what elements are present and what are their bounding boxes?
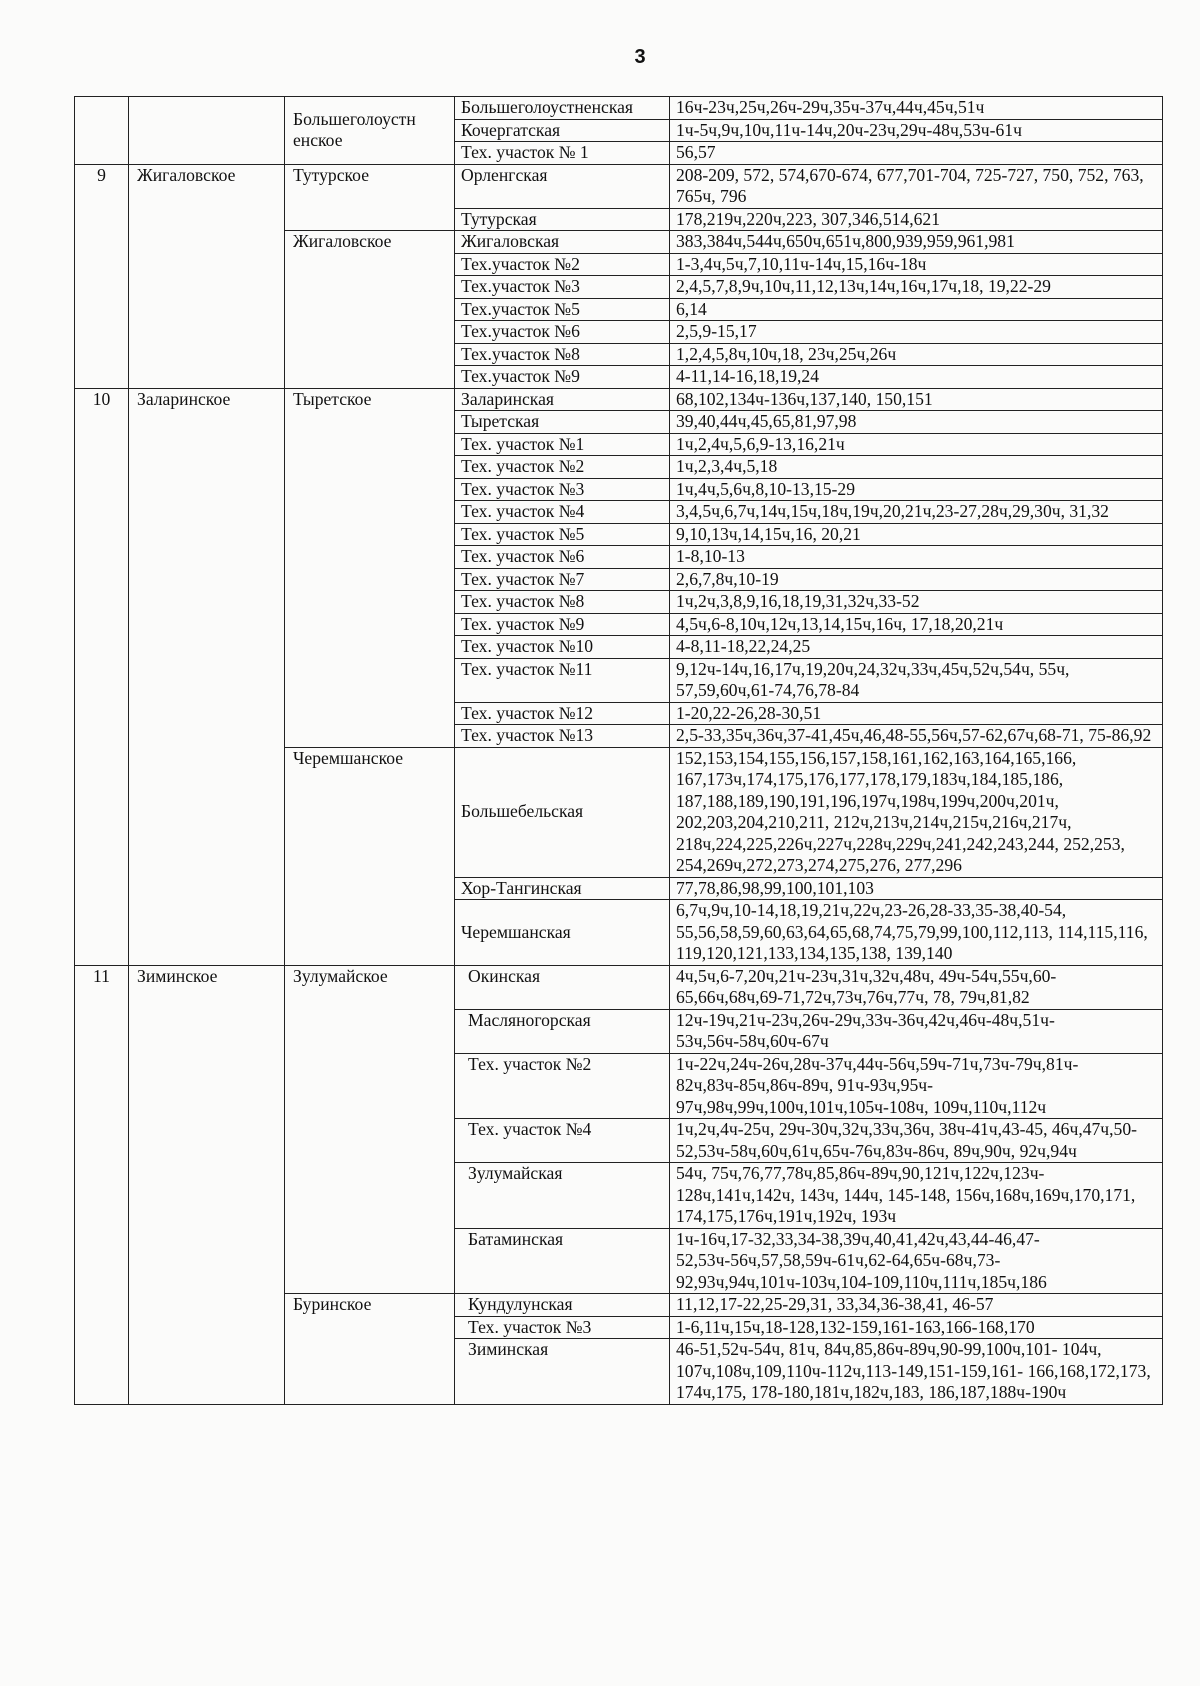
settlement-cell: Зулумайское [285,965,455,1294]
forestry-cell: Тех.участок №8 [455,343,670,366]
forestry-cell: Тутурская [455,208,670,231]
forestry-cell: Тех. участок №2 [455,1053,670,1119]
quarters-cell: 68,102,134ч-136ч,137,140, 150,151 [670,388,1163,411]
row-number-cell: 11 [75,965,129,1404]
forestry-cell: Тыретская [455,411,670,434]
quarters-cell: 1ч,2,4ч,5,6,9-13,16,21ч [670,433,1163,456]
forestry-cell: Тех. участок №6 [455,546,670,569]
quarters-cell: 9,12ч-14ч,16,17ч,19,20ч,24,32ч,33ч,45ч,52ч,54ч, 55ч, 57,59,60ч,61-74,76,78-84 [670,658,1163,702]
settlement-cell: Тутурское [285,164,455,231]
forestry-cell: Зулумайская [455,1163,670,1229]
quarters-cell: 1ч,2,3,4ч,5,18 [670,456,1163,479]
row-number-cell [75,97,129,165]
forestry-cell: Тех. участок №4 [455,1119,670,1163]
forestry-cell: Тех. участок №8 [455,591,670,614]
settlement-cell: Тыретское [285,388,455,747]
forestry-cell: Большеголоустненская [455,97,670,120]
quarters-cell: 11,12,17-22,25-29,31, 33,34,36-38,41, 46-57 [670,1294,1163,1317]
forestry-cell: Тех. участок №10 [455,636,670,659]
quarters-cell: 4,5ч,6-8,10ч,12ч,13,14,15ч,16ч, 17,18,20,21ч [670,613,1163,636]
forestry-cell: Тех. участок №3 [455,478,670,501]
quarters-cell: 1-6,11ч,15ч,18-128,132-159,161-163,166-168,170 [670,1316,1163,1339]
quarters-cell: 2,5,9-15,17 [670,321,1163,344]
quarters-cell: 383,384ч,544ч,650ч,651ч,800,939,959,961,981 [670,231,1163,254]
forestry-cell: Большебельская [455,747,670,877]
quarters-cell: 1ч,4ч,5,6ч,8,10-13,15-29 [670,478,1163,501]
forest-quarters-table [74,96,1163,1405]
row-number-cell: 9 [75,164,129,388]
forestry-cell: Тех. участок №1 [455,433,670,456]
forestry-cell: Тех. участок №3 [455,1316,670,1339]
quarters-cell: 4-11,14-16,18,19,24 [670,366,1163,389]
forestry-cell: Кундулунская [455,1294,670,1317]
forestry-cell: Тех. участок №7 [455,568,670,591]
forestry-cell: Тех. участок №4 [455,501,670,524]
quarters-cell: 9,10,13ч,14,15ч,16, 20,21 [670,523,1163,546]
quarters-cell: 208-209, 572, 574,670-674, 677,701-704, 725-727, 750, 752, 763, 765ч, 796 [670,164,1163,208]
forestry-cell: Тех. участок № 1 [455,142,670,165]
municipality-cell: Зиминское [129,965,285,1404]
quarters-cell: 56,57 [670,142,1163,165]
forestry-cell: Тех.участок №9 [455,366,670,389]
forestry-cell: Масляногорская [455,1009,670,1053]
quarters-cell: 2,5-33,35ч,36ч,37-41,45ч,46,48-55,56ч,57-62,67ч,68-71, 75-86,92 [670,725,1163,748]
quarters-cell: 4-8,11-18,22,24,25 [670,636,1163,659]
table-row [75,388,1163,411]
forestry-cell: Тех.участок №2 [455,253,670,276]
forestry-cell: Орленгская [455,164,670,208]
quarters-cell: 2,4,5,7,8,9ч,10ч,11,12,13ч,14ч,16ч,17ч,18, 19,22-29 [670,276,1163,299]
forestry-cell: Тех.участок №6 [455,321,670,344]
table-row [75,965,1163,1009]
forestry-cell: Окинская [455,965,670,1009]
quarters-cell: 6,7ч,9ч,10-14,18,19,21ч,22ч,23-26,28-33,35-38,40-54, 55,56,58,59,60,63,64,65,68,74,75,79,99,100,112,113, 114,115,116, 119,120,121,133,134,135,138, 139,140 [670,900,1163,966]
municipality-cell: Заларинское [129,388,285,965]
quarters-cell: 16ч-23ч,25ч,26ч-29ч,35ч-37ч,44ч,45ч,51ч [670,97,1163,120]
quarters-cell: 1ч,2ч,3,8,9,16,18,19,31,32ч,33-52 [670,591,1163,614]
forestry-cell: Тех. участок №11 [455,658,670,702]
settlement-cell: Буринское [285,1294,455,1405]
quarters-cell: 39,40,44ч,45,65,81,97,98 [670,411,1163,434]
municipality-cell: Жигаловское [129,164,285,388]
quarters-cell: 2,6,7,8ч,10-19 [670,568,1163,591]
quarters-cell: 1ч-5ч,9ч,10ч,11ч-14ч,20ч-23ч,29ч-48ч,53ч-61ч [670,119,1163,142]
forestry-cell: Тех. участок №12 [455,702,670,725]
forestry-cell: Тех. участок №5 [455,523,670,546]
quarters-cell: 46-51,52ч-54ч, 81ч, 84ч,85,86ч-89ч,90-99,100ч,101- 104ч, 107ч,108ч,109,110ч-112ч,113-149,151-159,161- 166,168,172,173, 174ч,175, 178-180,181ч,182ч,183, 186,187,188ч-190ч [670,1339,1163,1405]
forestry-cell: Черемшанская [455,900,670,966]
forestry-cell: Заларинская [455,388,670,411]
quarters-cell: 1ч-22ч,24ч-26ч,28ч-37ч,44ч-56ч,59ч-71ч,73ч-79ч,81ч- 82ч,83ч-85ч,86ч-89ч, 91ч-93ч,95ч- 97ч,98ч,99ч,100ч,101ч,105ч-108ч, 109ч,110ч,112ч [670,1053,1163,1119]
forestry-cell: Тех.участок №5 [455,298,670,321]
forestry-cell: Хор-Тангинская [455,877,670,900]
quarters-cell: 1-20,22-26,28-30,51 [670,702,1163,725]
quarters-cell: 12ч-19ч,21ч-23ч,26ч-29ч,33ч-36ч,42ч,46ч-48ч,51ч- 53ч,56ч-58ч,60ч-67ч [670,1009,1163,1053]
municipality-cell [129,97,285,165]
quarters-cell: 6,14 [670,298,1163,321]
table-row [75,164,1163,208]
forestry-cell: Тех. участок №2 [455,456,670,479]
settlement-cell: Большеголоустн енское [285,97,455,165]
quarters-cell: 77,78,86,98,99,100,101,103 [670,877,1163,900]
quarters-cell: 4ч,5ч,6-7,20ч,21ч-23ч,31ч,32ч,48ч, 49ч-54ч,55ч,60- 65,66ч,68ч,69-71,72ч,73ч,76ч,77ч, 78, 79ч,81,82 [670,965,1163,1009]
page-number: 3 [634,46,646,68]
quarters-cell: 1,2,4,5,8ч,10ч,18, 23ч,25ч,26ч [670,343,1163,366]
settlement-cell: Черемшанское [285,747,455,965]
forestry-cell: Батаминская [455,1228,670,1294]
quarters-cell: 1-8,10-13 [670,546,1163,569]
forestry-cell: Тех. участок №13 [455,725,670,748]
forestry-cell: Тех.участок №3 [455,276,670,299]
table-row [75,97,1163,120]
forestry-cell: Жигаловская [455,231,670,254]
quarters-cell: 3,4,5ч,6,7ч,14ч,15ч,18ч,19ч,20,21ч,23-27,28ч,29,30ч, 31,32 [670,501,1163,524]
quarters-cell: 1ч,2ч,4ч-25ч, 29ч-30ч,32ч,33ч,36ч, 38ч-41ч,43-45, 46ч,47ч,50-52,53ч-58ч,60ч,61ч,65ч-76ч,83ч-86ч, 89ч,90ч, 92ч,94ч [670,1119,1163,1163]
quarters-cell: 152,153,154,155,156,157,158,161,162,163,164,165,166, 167,173ч,174,175,176,177,178,179,183ч,184,185,186, 187,188,189,190,191,196,197ч,198ч,199ч,200ч,201ч, 202,203,204,210,211, 212ч,213ч,214ч,215ч,216ч,217ч, 218ч,224,225,226ч,227ч,228ч,229ч,241,242,243,244, 252,253, 254,269ч,272,273,274,275,276, 277,296 [670,747,1163,877]
settlement-cell: Жигаловское [285,231,455,389]
quarters-cell: 1ч-16ч,17-32,33,34-38,39ч,40,41,42ч,43,44-46,47- 52,53ч-56ч,57,58,59ч-61ч,62-64,65ч-68ч,73- 92,93ч,94ч,101ч-103ч,104-109,110ч,111ч,185ч,186 [670,1228,1163,1294]
forestry-cell: Кочергатская [455,119,670,142]
quarters-cell: 1-3,4ч,5ч,7,10,11ч-14ч,15,16ч-18ч [670,253,1163,276]
row-number-cell: 10 [75,388,129,965]
quarters-cell: 178,219ч,220ч,223, 307,346,514,621 [670,208,1163,231]
quarters-cell: 54ч, 75ч,76,77,78ч,85,86ч-89ч,90,121ч,122ч,123ч- 128ч,141ч,142ч, 143ч, 144ч, 145-148, 156ч,168ч,169ч,170,171, 174,175,176ч,191ч,192ч, 193ч [670,1163,1163,1229]
forestry-cell: Зиминская [455,1339,670,1405]
forestry-cell: Тех. участок №9 [455,613,670,636]
